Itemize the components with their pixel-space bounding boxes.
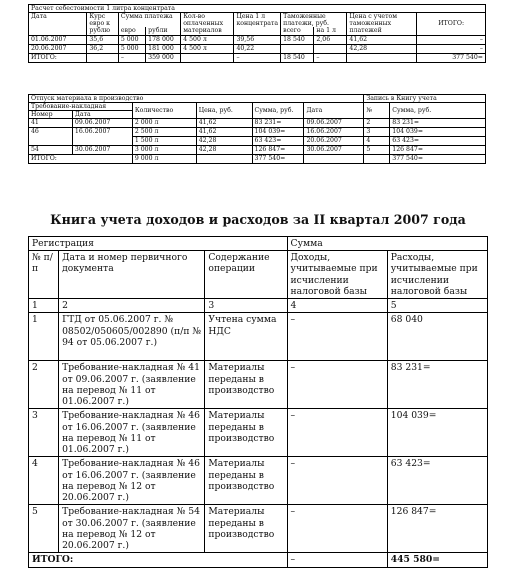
cell-document: Требование-накладная № 41 от 09.06.2007 г. (заявление на перевод № 11 от 01.06.2007 г.): [59, 361, 205, 409]
col-price: Цена, руб.: [196, 103, 252, 119]
cell-entry-date: 16.06.2007: [304, 128, 364, 137]
ledger-row: [29, 313, 488, 361]
cell-entry-sum: 377 540=: [390, 155, 486, 164]
column-number: 4: [287, 299, 387, 313]
col-entry-no: №: [364, 103, 390, 119]
cell-qty: 2 500 л: [132, 128, 196, 137]
cell-entry-no: 3: [364, 128, 390, 137]
cell-date: 01.06.2007: [29, 35, 87, 44]
cell-qty: [181, 53, 234, 62]
cell-expense: 126 847=: [387, 505, 487, 553]
cell-rate: 36,2: [87, 44, 118, 53]
total-label: ИТОГО:: [29, 553, 288, 567]
cell-number: 2: [29, 361, 59, 409]
cell-price: 41,62: [196, 119, 252, 128]
cell-price: 41,62: [196, 128, 252, 137]
cell-qty: 4 500 л: [181, 35, 234, 44]
cost-calculation-table: [28, 4, 486, 63]
cell-sum: 377 540=: [252, 155, 304, 164]
cell-operation: Материалы переданы в производство: [205, 457, 287, 505]
cell-document: Требование-накладная № 46 от 16.06.2007 г. (заявление на перевод № 12 от 20.06.2007 г.): [59, 457, 205, 505]
col-entry-date: Дата: [304, 103, 364, 119]
col-number: № п/п: [29, 251, 59, 299]
col-requisition: Требование-накладная: [29, 103, 133, 111]
cell-income: –: [287, 505, 387, 553]
cell-rub: 178 000: [146, 35, 181, 44]
cell-customs-per: –: [314, 53, 347, 62]
col-date: Дата: [72, 111, 132, 119]
release-title: Отпуск материала в производство: [29, 95, 364, 103]
cell-number: 4: [29, 457, 59, 505]
cost-table-title: Расчет себестоимости 1 литра концентрата: [29, 5, 486, 13]
cell-rate: [87, 53, 118, 62]
col-entry-sum: Сумма, руб.: [390, 103, 486, 119]
cell-income: –: [287, 313, 387, 361]
col-rate: Курс евро к рублю: [87, 13, 118, 35]
cell-entry-no: 5: [364, 146, 390, 155]
cell-eur: –: [118, 53, 145, 62]
cell-operation: Учтена сумма НДС: [205, 313, 287, 361]
cell-income: –: [287, 409, 387, 457]
col-sum: Сумма: [287, 237, 487, 251]
cell-customs-all: 18 540: [281, 53, 314, 62]
col-customs: Таможенные платежи, руб.: [281, 13, 347, 28]
col-price-customs: Цена с учетом таможенных платежей: [347, 13, 417, 35]
cell-number: 41: [29, 119, 73, 128]
cell-price: –: [234, 53, 281, 62]
cell-price: 42,28: [196, 146, 252, 155]
cell-entry-date: 09.06.2007: [304, 119, 364, 128]
income-expense-ledger: [28, 236, 488, 568]
total-row: [29, 155, 486, 164]
cell-entry-date: 30.06.2007: [304, 146, 364, 155]
table-row: [29, 119, 486, 128]
cell-rub: 359 000: [146, 53, 181, 62]
col-registration: Регистрация: [29, 237, 288, 251]
col-document: Дата и номер первичного документа: [59, 251, 205, 299]
cell-number: 1: [29, 313, 59, 361]
total-expense: 445 580=: [387, 553, 487, 567]
col-price: Цена 1 л концентрата: [234, 13, 281, 35]
cell-qty: 2 000 л: [132, 119, 196, 128]
cell-total: –: [417, 44, 486, 53]
cell-eur: 5 000: [118, 44, 145, 53]
col-income: Доходы, учитываемые при исчислении налоговой базы: [287, 251, 387, 299]
column-number-row: [29, 299, 488, 313]
cell-sum: 83 231=: [252, 119, 304, 128]
cell-date: 09.06.2007: [72, 119, 132, 128]
cell-price-customs: [347, 53, 417, 62]
cell-entry-sum: 126 847=: [390, 146, 486, 155]
cell-expense: 104 039=: [387, 409, 487, 457]
cell-price: 42,28: [196, 137, 252, 146]
cell-entry-sum: 104 039=: [390, 128, 486, 137]
cell-qty: 9 000 л: [132, 155, 196, 164]
col-customs-all: всего: [281, 27, 314, 35]
col-sum: Сумма, руб.: [252, 103, 304, 119]
column-number: 1: [29, 299, 59, 313]
ledger-total-row: [29, 553, 488, 567]
cell-total: 377 540=: [417, 53, 486, 62]
cell-expense: 63 423=: [387, 457, 487, 505]
cell-total: –: [417, 35, 486, 44]
col-operation: Содержание операции: [205, 251, 287, 299]
cell-sum: 126 847=: [252, 146, 304, 155]
cell-entry-no: 4: [364, 137, 390, 146]
page-title: Книга учета доходов и расходов за II квартал 2007 года: [50, 212, 466, 227]
cell-entry-date: 20.06.2007: [304, 137, 364, 146]
total-label: ИТОГО:: [29, 53, 87, 62]
cell-operation: Материалы переданы в производство: [205, 505, 287, 553]
cell-operation: Материалы переданы в производство: [205, 361, 287, 409]
cell-price: [196, 155, 252, 164]
col-customs-per: на 1 л: [314, 27, 347, 35]
col-payment-eur: евро: [118, 27, 145, 35]
cell-document: ГТД от 05.06.2007 г. № 08502/050605/002890 (п/п № 94 от 05.06.2007 г.): [59, 313, 205, 361]
cell-income: –: [287, 361, 387, 409]
col-date: Дата: [29, 13, 87, 35]
cell-rub: 181 000: [146, 44, 181, 53]
cell-customs-per: 2,06: [314, 35, 347, 44]
ledger-row: [29, 505, 488, 553]
col-total: ИТОГО:: [417, 13, 486, 35]
col-expense: Расходы, учитываемые при исчислении налоговой базы: [387, 251, 487, 299]
table-row: [29, 44, 486, 53]
material-release-table: [28, 94, 486, 164]
cell-date: 16.06.2007: [72, 128, 132, 146]
ledger-row: [29, 361, 488, 409]
cell-entry-sum: 83 231=: [390, 119, 486, 128]
col-qty: Кол-во оплаченных материалов: [181, 13, 234, 35]
table-row: [29, 128, 486, 137]
col-number: Номер: [29, 111, 73, 119]
cell-document: Требование-накладная № 46 от 16.06.2007 г. (заявление на перевод № 11 от 01.06.2007 г.): [59, 409, 205, 457]
cell-expense: 83 231=: [387, 361, 487, 409]
cell-entry-no: 2: [364, 119, 390, 128]
cell-customs-all: 18 540: [281, 35, 314, 44]
total-income: –: [287, 553, 387, 567]
cell-date: 20.06.2007: [29, 44, 87, 53]
col-payment: Сумма платежа: [118, 13, 180, 28]
cell-entry-date: [304, 155, 364, 164]
cell-customs-per: [314, 44, 347, 53]
cell-eur: 5 000: [118, 35, 145, 44]
cell-entry-sum: 63 423=: [390, 137, 486, 146]
cell-income: –: [287, 457, 387, 505]
table-row: [29, 35, 486, 44]
ledger-row: [29, 457, 488, 505]
total-label: ИТОГО:: [29, 155, 133, 164]
cell-entry-no: [364, 155, 390, 164]
cell-qty: 1 500 л: [132, 137, 196, 146]
column-number: 2: [59, 299, 205, 313]
cell-sum: 104 039=: [252, 128, 304, 137]
cell-number: 46: [29, 128, 73, 146]
book-entry-title: Запись в Книгу учета: [364, 95, 486, 103]
ledger-row: [29, 409, 488, 457]
cell-date: 30.06.2007: [72, 146, 132, 155]
cell-sum: 63 423=: [252, 137, 304, 146]
column-number: 5: [387, 299, 487, 313]
cell-price-customs: 42,28: [347, 44, 417, 53]
cell-rate: 35,6: [87, 35, 118, 44]
cell-price: 39,56: [234, 35, 281, 44]
cell-customs-all: [281, 44, 314, 53]
cell-expense: 68 040: [387, 313, 487, 361]
cell-number: 54: [29, 146, 73, 155]
cell-qty: 4 500 л: [181, 44, 234, 53]
cell-price-customs: 41,62: [347, 35, 417, 44]
cell-qty: 3 000 л: [132, 146, 196, 155]
table-row: [29, 146, 486, 155]
cell-document: Требование-накладная № 54 от 30.06.2007 г. (заявление на перевод № 12 от 20.06.2007 г.): [59, 505, 205, 553]
total-row: [29, 53, 486, 62]
cell-price: 40,22: [234, 44, 281, 53]
col-qty: Количество: [132, 103, 196, 119]
cell-number: 3: [29, 409, 59, 457]
cell-operation: Материалы переданы в производство: [205, 409, 287, 457]
column-number: 3: [205, 299, 287, 313]
cell-number: 5: [29, 505, 59, 553]
col-payment-rub: рубли: [146, 27, 181, 35]
